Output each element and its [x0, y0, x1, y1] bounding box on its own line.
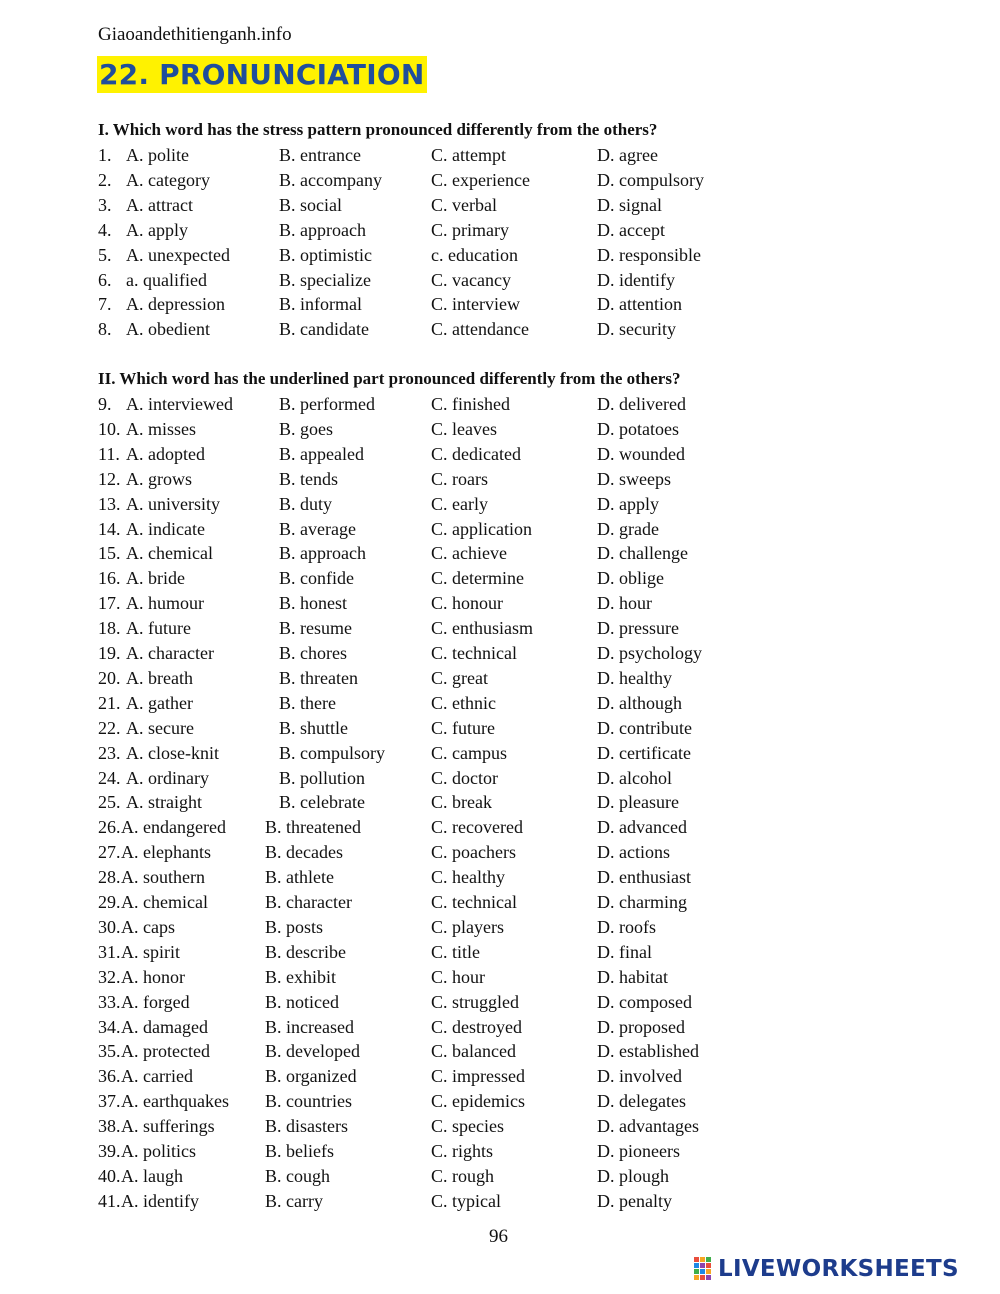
- option-c: C. typical: [431, 1190, 501, 1211]
- question-number: 2.: [98, 169, 112, 190]
- option-d: D. charming: [597, 892, 687, 912]
- option-c: C. poachers: [431, 842, 516, 863]
- section-heading-underlined: II. Which word has the underlined part pronounced differently from the others?: [98, 369, 681, 388]
- question-number: 5.: [98, 244, 112, 265]
- question-number: 28.: [98, 867, 121, 888]
- option-b: B. performed: [279, 394, 375, 414]
- option-a: A. chemical: [126, 543, 213, 564]
- option-b: B. appealed: [279, 443, 364, 464]
- question-number: 8.: [98, 319, 112, 340]
- option-d: D. advantages: [597, 1116, 699, 1137]
- option-a: A. university: [126, 493, 220, 514]
- question-number: 24.: [98, 767, 121, 788]
- option-c: C. destroyed: [431, 1016, 522, 1037]
- option-a: A. identify: [121, 1190, 199, 1211]
- option-c: C. interview: [431, 294, 520, 315]
- option-c: C. doctor: [431, 767, 498, 788]
- option-b: B. approach: [279, 543, 366, 564]
- option-d: D. identify: [597, 269, 675, 290]
- option-a: A. endangered: [121, 817, 226, 838]
- option-d: D. oblige: [597, 568, 664, 589]
- option-d: D. plough: [597, 1165, 669, 1186]
- option-c: C. break: [431, 792, 492, 813]
- option-b: B. resume: [279, 618, 352, 639]
- option-b: B. duty: [279, 493, 333, 514]
- option-c: C. experience: [431, 169, 530, 190]
- option-d: D. actions: [597, 842, 670, 863]
- option-b: B. chores: [279, 643, 347, 663]
- option-d: D. accept: [597, 219, 665, 240]
- option-a: A. ordinary: [126, 767, 209, 788]
- option-c: C. title: [431, 941, 480, 962]
- option-b: B. social: [279, 194, 342, 215]
- option-a: A. close-knit: [126, 742, 219, 763]
- question-number: 1.: [98, 145, 112, 165]
- page-title: 22. PRONUNCIATION: [97, 56, 427, 93]
- option-c: C. hour: [431, 966, 485, 987]
- option-c: C. verbal: [431, 194, 497, 215]
- option-c: C. campus: [431, 742, 507, 763]
- question-number: 3.: [98, 194, 112, 215]
- option-a: A. carried: [121, 1066, 193, 1087]
- option-d: D. pleasure: [597, 792, 679, 813]
- question-number: 16.: [98, 568, 121, 589]
- option-d: D. grade: [597, 518, 659, 539]
- question-number: 41.: [98, 1190, 121, 1211]
- option-d: D. apply: [597, 493, 659, 514]
- page-number: 96: [489, 1226, 508, 1247]
- option-c: C. rough: [431, 1165, 494, 1186]
- option-b: B. carry: [265, 1190, 323, 1211]
- option-b: B. pollution: [279, 767, 366, 788]
- option-a: A. character: [126, 643, 214, 663]
- question-number: 30.: [98, 916, 121, 937]
- option-c: C. players: [431, 916, 504, 937]
- option-a: A. category: [126, 169, 210, 190]
- option-b: B. celebrate: [279, 792, 365, 813]
- question-number: 32.: [98, 966, 121, 987]
- option-b: B. optimistic: [279, 244, 373, 265]
- option-d: D. signal: [597, 194, 662, 215]
- question-number: 29.: [98, 892, 121, 912]
- question-number: 25.: [98, 792, 121, 813]
- question-number: 15.: [98, 543, 121, 564]
- option-a: A. misses: [126, 418, 197, 439]
- option-c: C. primary: [431, 219, 509, 240]
- option-a: A. straight: [126, 792, 202, 813]
- option-a: A. polite: [126, 145, 189, 165]
- option-a: A. apply: [126, 219, 188, 240]
- option-c: C. recovered: [431, 817, 523, 838]
- option-c: C. struggled: [431, 991, 519, 1012]
- option-a: A. protected: [121, 1041, 210, 1062]
- option-a: A. attract: [126, 194, 193, 215]
- question-number: 11.: [98, 443, 120, 464]
- question-number: 7.: [98, 294, 112, 315]
- option-d: D. penalty: [597, 1190, 672, 1211]
- option-d: D. contribute: [597, 717, 692, 738]
- option-c: c. education: [431, 244, 518, 265]
- option-d: D. healthy: [597, 667, 672, 688]
- option-a: A. elephants: [121, 842, 211, 863]
- option-c: C. honour: [431, 593, 503, 614]
- option-c: C. species: [431, 1116, 504, 1137]
- question-number: 26.: [98, 817, 121, 838]
- option-d: D. attention: [597, 294, 682, 315]
- option-c: C. achieve: [431, 543, 507, 564]
- option-b: B. candidate: [279, 319, 369, 340]
- option-d: D. alcohol: [597, 767, 672, 788]
- option-b: B. compulsory: [279, 742, 385, 763]
- option-a: A. unexpected: [126, 244, 230, 265]
- option-d: D. wounded: [597, 443, 685, 464]
- option-b: B. threaten: [279, 667, 358, 688]
- question-number: 19.: [98, 643, 121, 663]
- option-d: D. security: [597, 319, 676, 340]
- question-number: 27.: [98, 842, 121, 863]
- option-b: B. exhibit: [265, 966, 336, 987]
- option-a: A. politics: [121, 1141, 196, 1161]
- option-b: B. countries: [265, 1091, 352, 1112]
- option-b: B. entrance: [279, 145, 361, 165]
- option-b: B. cough: [265, 1165, 330, 1186]
- option-a: a. qualified: [126, 269, 207, 290]
- question-number: 36.: [98, 1066, 121, 1087]
- option-b: B. disasters: [265, 1116, 348, 1137]
- site-name: Giaoandethitienganh.info: [98, 24, 292, 45]
- option-c: C. attempt: [431, 145, 506, 165]
- option-d: D. although: [597, 692, 682, 713]
- question-number: 20.: [98, 667, 121, 688]
- option-b: B. there: [279, 692, 336, 713]
- option-d: D. final: [597, 941, 652, 962]
- question-number: 18.: [98, 618, 121, 639]
- option-b: B. tends: [279, 468, 339, 489]
- question-number: 39.: [98, 1141, 121, 1161]
- option-d: D. advanced: [597, 817, 687, 838]
- question-number: 33.: [98, 991, 121, 1012]
- option-b: B. threatened: [265, 817, 361, 838]
- option-b: B. describe: [265, 941, 346, 962]
- option-a: A. laugh: [121, 1165, 183, 1186]
- question-number: 10.: [98, 418, 121, 439]
- option-c: C. balanced: [431, 1041, 516, 1062]
- option-b: B. approach: [279, 219, 366, 240]
- option-d: D. delegates: [597, 1091, 686, 1112]
- option-c: C. finished: [431, 394, 510, 414]
- section-heading-stress: I. Which word has the stress pattern pronounced differently from the others?: [98, 120, 658, 139]
- option-a: A. southern: [121, 867, 205, 888]
- option-c: C. great: [431, 667, 488, 688]
- option-b: B. honest: [279, 593, 348, 614]
- option-d: D. potatoes: [597, 418, 679, 439]
- option-b: B. character: [265, 892, 352, 912]
- option-a: A. depression: [126, 294, 225, 315]
- option-d: D. involved: [597, 1066, 682, 1087]
- option-a: A. spirit: [121, 941, 181, 962]
- option-c: C. attendance: [431, 319, 529, 340]
- option-c: C. application: [431, 518, 532, 539]
- option-a: A. damaged: [121, 1016, 208, 1037]
- question-number: 9.: [98, 394, 112, 414]
- question-number: 37.: [98, 1091, 121, 1112]
- option-a: A. future: [126, 618, 191, 639]
- option-d: D. agree: [597, 145, 658, 165]
- option-d: D. hour: [597, 593, 652, 614]
- question-number: 17.: [98, 593, 121, 614]
- option-c: C. healthy: [431, 867, 505, 888]
- option-c: C. impressed: [431, 1066, 525, 1087]
- option-b: B. accompany: [279, 169, 382, 190]
- option-d: D. psychology: [597, 643, 702, 663]
- liveworksheets-label: LIVEWORKSHEETS: [718, 1256, 959, 1282]
- option-b: B. posts: [265, 916, 324, 937]
- option-d: D. enthusiast: [597, 867, 691, 888]
- question-number: 40.: [98, 1165, 121, 1186]
- option-a: A. secure: [126, 717, 194, 738]
- option-d: D. habitat: [597, 966, 668, 987]
- option-b: B. increased: [265, 1016, 354, 1037]
- option-d: D. compulsory: [597, 169, 704, 190]
- option-c: C. rights: [431, 1141, 494, 1161]
- option-d: D. roofs: [597, 916, 656, 937]
- option-a: A. interviewed: [126, 394, 233, 414]
- option-a: A. breath: [126, 667, 193, 688]
- liveworksheets-logo-icon: [694, 1257, 716, 1281]
- option-b: B. noticed: [265, 991, 339, 1012]
- option-b: B. goes: [279, 418, 333, 439]
- option-a: A. caps: [121, 916, 175, 937]
- option-d: D. established: [597, 1041, 699, 1062]
- option-b: B. decades: [265, 842, 343, 863]
- option-d: D. proposed: [597, 1016, 685, 1037]
- option-c: C. technical: [431, 892, 517, 912]
- question-number: 23.: [98, 742, 121, 763]
- question-number: 12.: [98, 468, 121, 489]
- option-a: A. chemical: [121, 892, 208, 912]
- option-c: C. dedicated: [431, 443, 521, 464]
- option-b: B. average: [279, 518, 356, 539]
- option-d: D. challenge: [597, 543, 688, 564]
- option-c: C. technical: [431, 643, 517, 663]
- option-a: A. gather: [126, 692, 193, 713]
- question-number: 38.: [98, 1116, 121, 1137]
- option-c: C. future: [431, 717, 495, 738]
- question-number: 6.: [98, 269, 112, 290]
- question-number: 34.: [98, 1016, 121, 1037]
- question-number: 35.: [98, 1041, 121, 1062]
- option-d: D. sweeps: [597, 468, 671, 489]
- option-c: C. determine: [431, 568, 524, 589]
- option-a: A. obedient: [126, 319, 210, 340]
- option-c: C. leaves: [431, 418, 497, 439]
- question-number: 13.: [98, 493, 121, 514]
- question-number: 14.: [98, 518, 121, 539]
- option-b: B. beliefs: [265, 1141, 334, 1161]
- option-a: A. adopted: [126, 443, 205, 464]
- option-a: A. sufferings: [121, 1116, 215, 1137]
- option-c: C. enthusiasm: [431, 618, 533, 639]
- option-d: D. pioneers: [597, 1141, 680, 1161]
- option-b: B. shuttle: [279, 717, 349, 738]
- question-number: 22.: [98, 717, 121, 738]
- option-a: A. grows: [126, 468, 192, 489]
- option-a: A. humour: [126, 593, 204, 614]
- option-c: C. early: [431, 493, 488, 514]
- option-c: C. roars: [431, 468, 488, 489]
- question-number: 31.: [98, 941, 121, 962]
- option-d: D. pressure: [597, 618, 679, 639]
- question-number: 21.: [98, 692, 121, 713]
- option-a: A. bride: [126, 568, 185, 589]
- option-d: D. responsible: [597, 244, 701, 265]
- question-number: 4.: [98, 219, 112, 240]
- option-b: B. developed: [265, 1041, 360, 1062]
- option-d: D. composed: [597, 991, 692, 1012]
- option-c: C. ethnic: [431, 692, 496, 713]
- option-b: B. specialize: [279, 269, 371, 290]
- option-b: B. organized: [265, 1066, 357, 1087]
- option-b: B. athlete: [265, 867, 334, 888]
- option-d: D. certificate: [597, 742, 691, 763]
- option-a: A. honor: [121, 966, 185, 987]
- option-b: B. confide: [279, 568, 354, 589]
- option-c: C. vacancy: [431, 269, 511, 290]
- option-d: D. delivered: [597, 394, 686, 414]
- option-a: A. earthquakes: [121, 1091, 229, 1112]
- option-a: A. forged: [121, 991, 190, 1012]
- option-a: A. indicate: [126, 518, 205, 539]
- option-b: B. informal: [279, 294, 362, 315]
- option-c: C. epidemics: [431, 1091, 525, 1112]
